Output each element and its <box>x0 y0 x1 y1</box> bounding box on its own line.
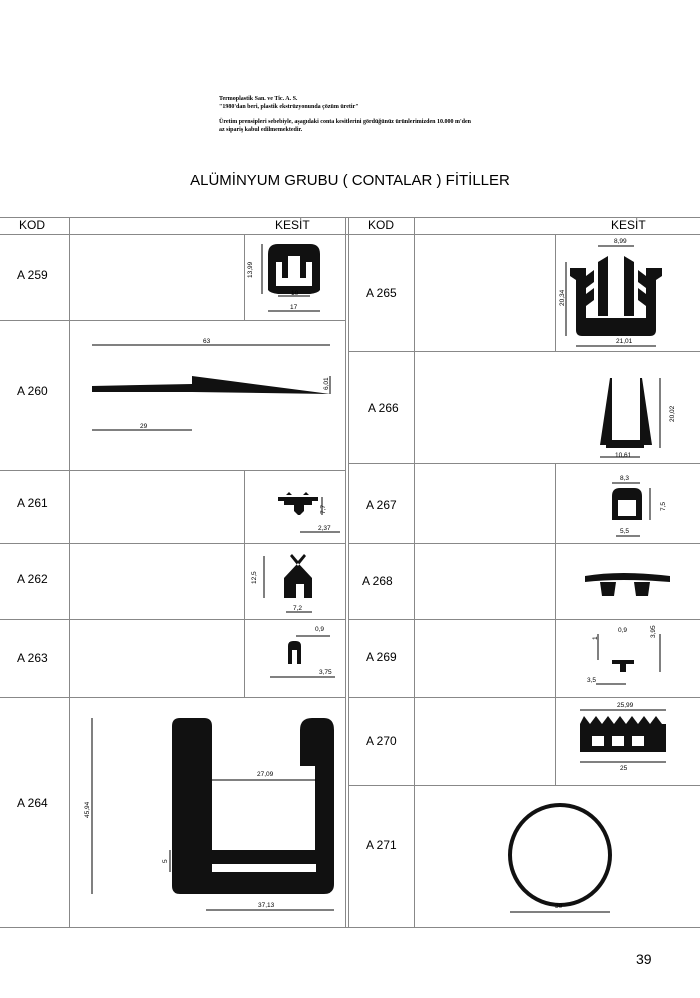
dim-a269-height: 3,95 <box>650 625 657 638</box>
code-a270: A 270 <box>366 734 397 748</box>
order-note-line1: Üretim prensipleri sebebiyle, aşagıdaki conta kesitlerini gördüğünüz ürünlerimizden 10.000 m'den <box>219 119 471 125</box>
code-a260: A 260 <box>17 384 48 398</box>
code-a266: A 266 <box>368 401 399 415</box>
company-slogan: "1980'dan beri, plastik ekstrüzyonunda çözüm üretir" <box>219 104 359 110</box>
profile-a269 <box>612 660 634 672</box>
order-note-line2: az sipariş kabul edilmemektedir. <box>219 127 303 133</box>
header-kesit-left: KESİT <box>275 218 310 232</box>
code-a265: A 265 <box>366 286 397 300</box>
profile-a260 <box>92 376 330 394</box>
profile-a268 <box>585 573 670 596</box>
dim-a261-width: 2,37 <box>318 525 331 532</box>
dim-a263-top: 0,9 <box>315 626 325 633</box>
dim-a260-base: 29 <box>140 423 148 430</box>
profile-a261 <box>278 492 318 515</box>
dim-a266-height: 20,02 <box>669 405 676 422</box>
page-number: 39 <box>636 951 652 967</box>
code-a271: A 271 <box>366 838 397 852</box>
dim-a267-height: 7,5 <box>660 501 667 511</box>
dim-a262-height: 12,5 <box>251 571 258 584</box>
dim-a262-width: 7,2 <box>293 605 303 612</box>
dim-a269-width: 3,5 <box>587 677 597 684</box>
profile-a266 <box>600 378 652 448</box>
code-a268: A 268 <box>362 574 393 588</box>
code-a264: A 264 <box>17 796 48 810</box>
profile-a262 <box>284 554 312 598</box>
dim-a267-top: 8,3 <box>620 475 630 482</box>
dim-a259-height: 13,99 <box>247 261 254 278</box>
profile-a263 <box>288 641 301 664</box>
dim-a266-width: 10,61 <box>615 452 632 459</box>
dim-a265-top: 8,99 <box>614 238 627 245</box>
dim-a265-height: 20,34 <box>559 289 566 306</box>
dim-a269-top: 0,9 <box>618 627 628 634</box>
dim-a267-width: 5,5 <box>620 528 630 535</box>
dim-a260-height: 6,01 <box>323 377 330 390</box>
dim-a264-width: 37,13 <box>258 902 275 909</box>
profile-a267 <box>612 488 642 520</box>
dim-a264-height: 45,94 <box>84 801 91 818</box>
dim-a261-height: 7,7 <box>320 504 327 514</box>
page-title: ALÜMİNYUM GRUBU ( CONTALAR ) FİTİLLER <box>190 172 510 189</box>
dim-a265-width: 21,01 <box>616 338 633 345</box>
profile-a270 <box>580 716 666 752</box>
header-kod-right: KOD <box>368 218 395 232</box>
dim-a270-width: 25 <box>620 765 628 772</box>
dim-a260-length: 63 <box>203 338 211 345</box>
dim-a259-width: 17 <box>290 304 298 311</box>
code-a261: A 261 <box>17 496 48 510</box>
code-a267: A 267 <box>366 498 397 512</box>
code-a262: A 262 <box>17 572 48 586</box>
dim-a259-inner: 10 <box>291 290 299 297</box>
header-kesit-right: KESİT <box>611 218 646 232</box>
company-name: Termoplastik San. ve Tic. A. S. <box>219 96 298 102</box>
code-a259: A 259 <box>17 268 48 282</box>
profile-a265 <box>570 256 662 336</box>
dim-a271-diameter: 30 <box>555 903 563 910</box>
dim-a263-width: 3,75 <box>319 669 332 676</box>
code-a263: A 263 <box>17 651 48 665</box>
dim-a264-inner-width: 27,09 <box>257 771 274 778</box>
header-kod-left: KOD <box>19 218 46 232</box>
dim-a264-slot: 5 <box>162 859 169 863</box>
profile-a264 <box>172 718 334 894</box>
code-a269: A 269 <box>366 650 397 664</box>
profile-a259 <box>268 244 320 294</box>
dim-a269-small: 1 <box>592 636 599 640</box>
dim-a270-top: 25,99 <box>617 702 634 709</box>
profile-a271 <box>510 805 610 905</box>
